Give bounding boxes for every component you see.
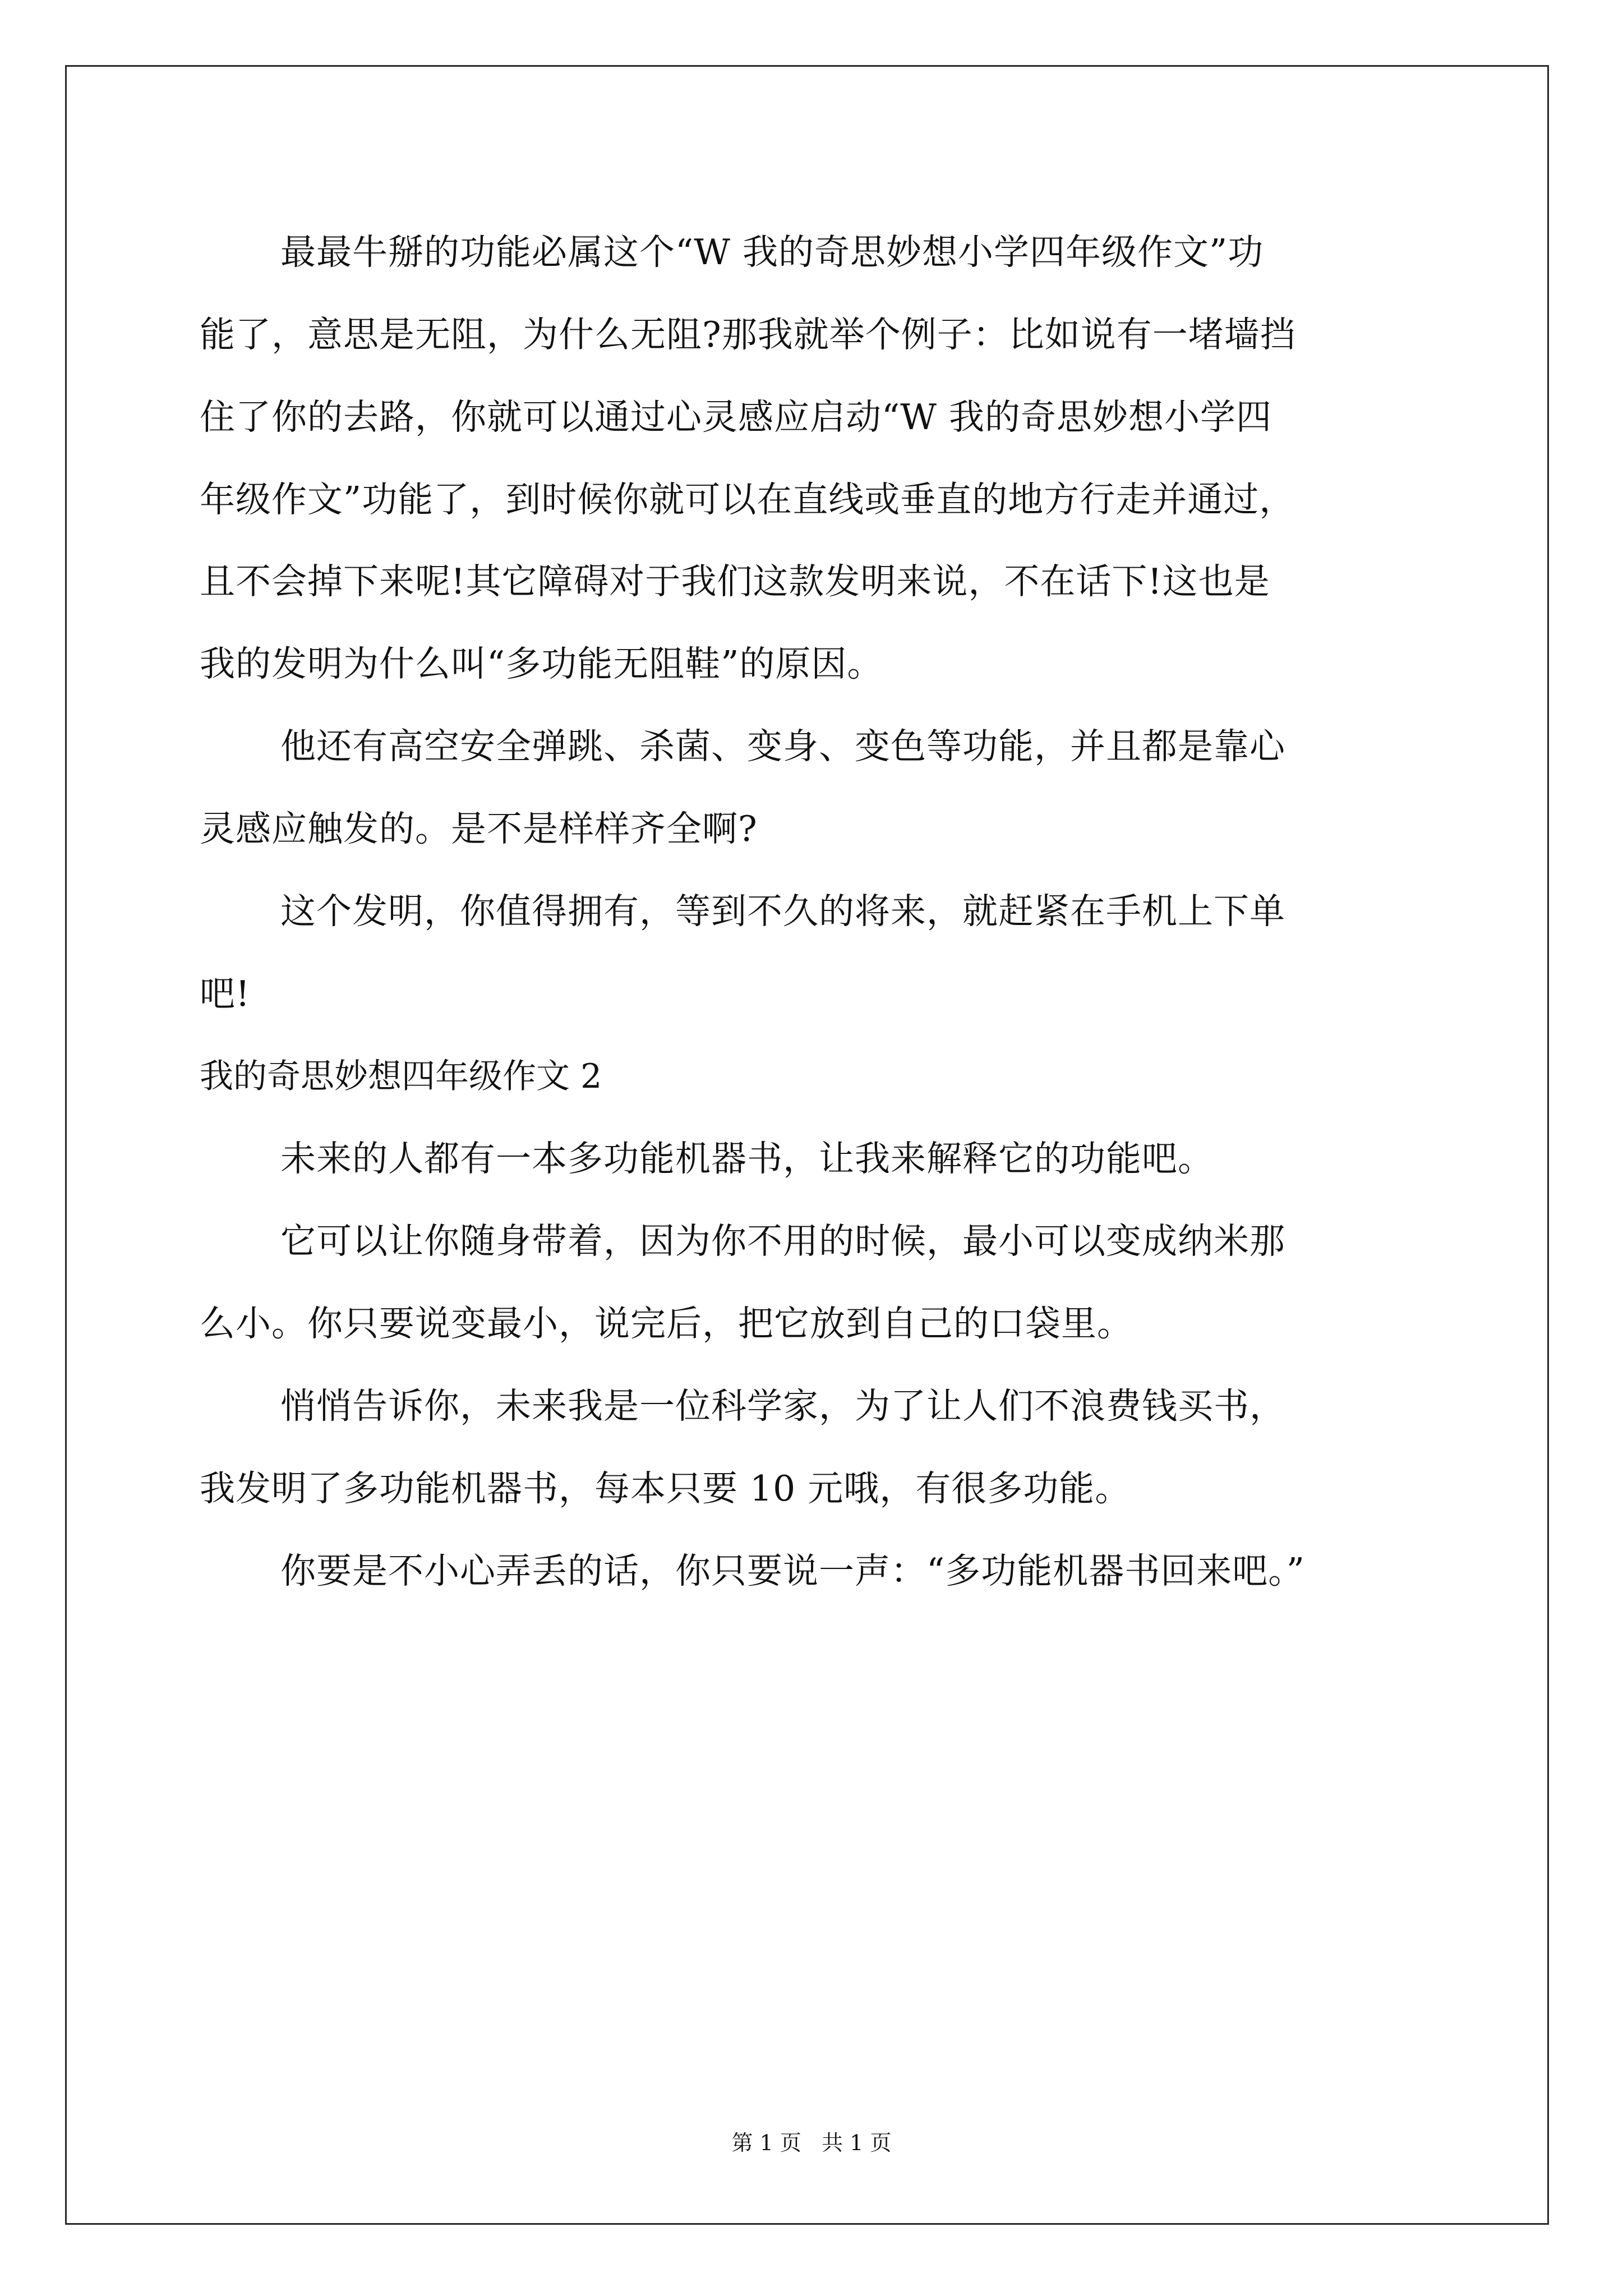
section-title: 我的奇思妙想四年级作文 2 bbox=[200, 1057, 602, 1096]
paragraph-2-line-2: 灵感应触发的。是不是样样齐全啊? bbox=[200, 808, 758, 849]
paragraph-1-line-6: 我的发明为什么叫“多功能无阻鞋”的原因。 bbox=[200, 643, 883, 684]
page-number-footer: 第 1 页 共 1 页 bbox=[731, 2131, 892, 2155]
paragraph-3-line-1: 这个发明，你值得拥有，等到不久的将来，就赶紧在手机上下单 bbox=[280, 891, 1285, 932]
paragraph-1-line-1: 最最牛掰的功能必属这个“W 我的奇思妙想小学四年级作文”功 bbox=[280, 232, 1264, 273]
paragraph-6-line-1: 悄悄告诉你，未来我是一位科学家，为了让人们不浪费钱买书， bbox=[280, 1386, 1285, 1427]
paragraph-1-line-4: 年级作文”功能了，到时候你就可以在直线或垂直的地方行走并通过， bbox=[200, 479, 1295, 520]
paragraph-6-line-2: 我发明了多功能机器书，每本只要 10 元哦，有很多功能。 bbox=[200, 1468, 1131, 1509]
paragraph-1-line-3: 住了你的去路，你就可以通过心灵感应启动“W 我的奇思妙想小学四 bbox=[200, 397, 1272, 438]
paragraph-5-line-1: 它可以让你随身带着，因为你不用的时候，最小可以变成纳米那 bbox=[280, 1221, 1285, 1262]
paragraph-5-line-2: 么小。你只要说变最小，说完后，把它放到自己的口袋里。 bbox=[200, 1303, 1133, 1344]
paragraph-4-line-1: 未来的人都有一本多功能机器书，让我来解释它的功能吧。 bbox=[280, 1138, 1214, 1179]
paragraph-1-line-2: 能了，意思是无阻，为什么无阻?那我就举个例子：比如说有一堵墙挡 bbox=[200, 314, 1296, 355]
paragraph-3-line-2: 吧! bbox=[200, 973, 251, 1014]
paragraph-7-line-1: 你要是不小心弄丢的话，你只要说一声：“多功能机器书回来吧。” bbox=[280, 1550, 1305, 1591]
paragraph-1-line-5: 且不会掉下来呢!其它障碍对于我们这款发明来说，不在话下!这也是 bbox=[200, 561, 1270, 602]
paragraph-2-line-1: 他还有高空安全弹跳、杀菌、变身、变色等功能，并且都是靠心 bbox=[280, 726, 1285, 767]
